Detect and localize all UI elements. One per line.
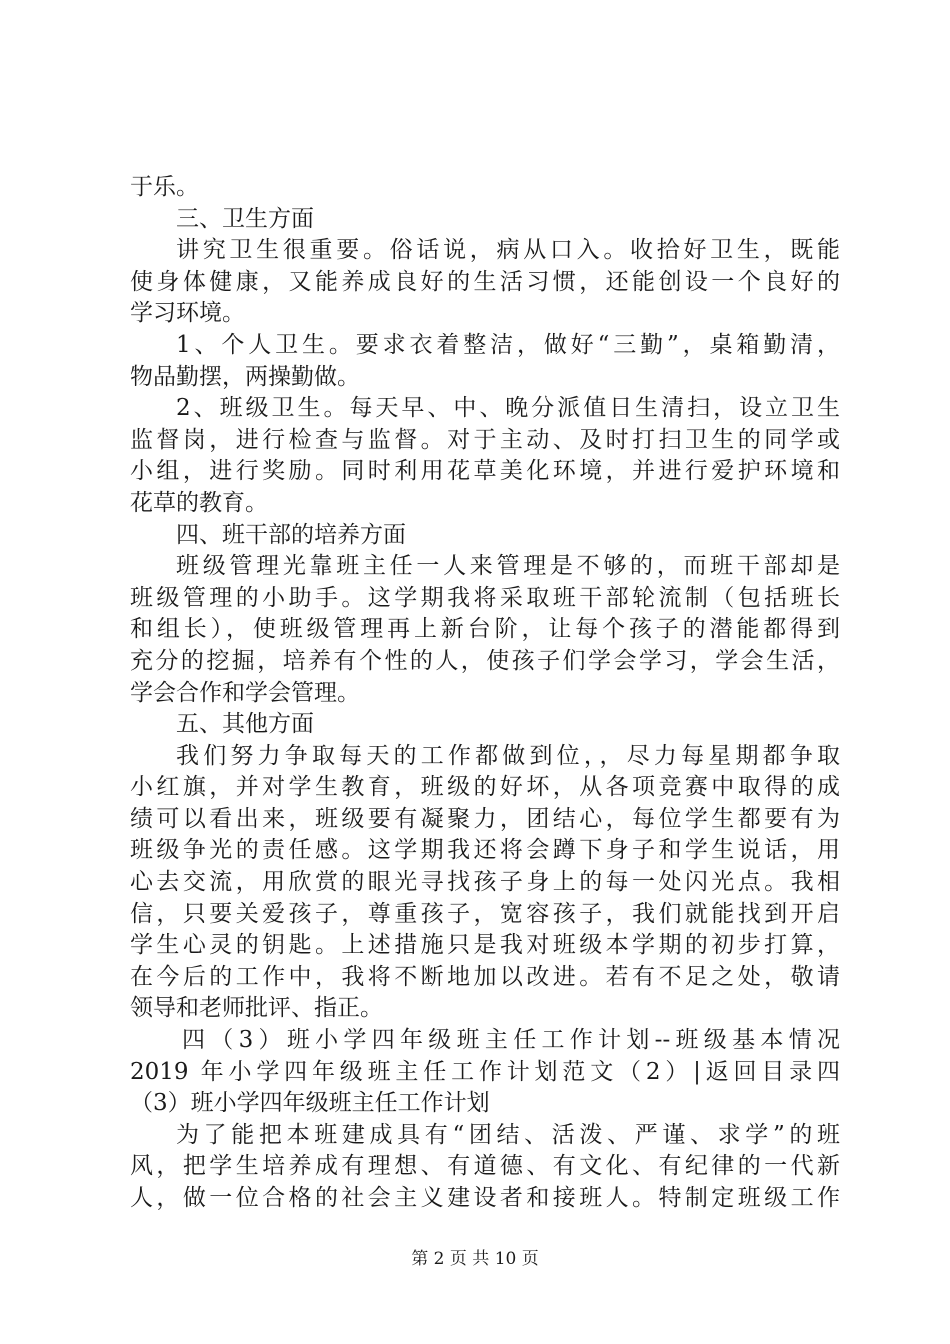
text-line: 监督岗，进行检查与监督。对于主动、及时打扫卫生的同学或 [130, 426, 840, 453]
text-line: 班级管理的小助手。这学期我将采取班干部轮流制（包括班长 [130, 584, 840, 611]
text-line: 2、班级卫生。每天早、中、晚分派值日生清扫，设立卫生 [176, 395, 840, 422]
text-line: 三、卫生方面 [176, 205, 314, 232]
text-line: 使身体健康，又能养成良好的生活习惯，还能创设一个良好的 [130, 268, 840, 295]
text-line: 充分的挖掘，培养有个性的人，使孩子们学会学习，学会生活， [130, 647, 840, 674]
text-line: 五、其他方面 [176, 711, 314, 738]
document-body [130, 172, 840, 1215]
text-line: 物品勤摆，两操勤做。 [130, 363, 360, 390]
text-line: 花草的教育。 [130, 489, 268, 516]
text-line: 信，只要关爱孩子，尊重孩子，宽容孩子，我们就能找到开启 [130, 900, 840, 927]
text-line: 四、班干部的培养方面 [176, 521, 406, 548]
text-line: 心去交流，用欣赏的眼光寻找孩子身上的每一处闪光点。我相 [130, 869, 840, 896]
text-line: 风，把学生培养成有理想、有道德、有文化、有纪律的一代新 [130, 1153, 840, 1180]
page-footer: 第 2 页 共 10 页 [411, 1249, 539, 1269]
text-line: 讲究卫生很重要。俗话说，病从口入。收拾好卫生，既能 [176, 237, 840, 264]
text-line: 于乐。 [130, 174, 199, 200]
text-line: 学习环境。 [130, 300, 245, 327]
text-line: 小组，进行奖励。同时利用花草美化环境，并进行爱护环境和 [130, 458, 840, 485]
text-line: 绩可以看出来，班级要有凝聚力，团结心，每位学生都要有为 [130, 805, 840, 832]
text-line: 我们努力争取每天的工作都做到位，，尽力每星期都争取 [176, 742, 840, 769]
text-line: 小红旗，并对学生教育，班级的好坏，从各项竞赛中取得的成 [130, 774, 840, 801]
text-line: 领导和老师批评、指正。 [130, 995, 383, 1022]
text-line: 学生心灵的钥匙。上述措施只是我对班级本学期的初步打算， [130, 932, 840, 959]
text-line: 班级管理光靠班主任一人来管理是不够的，而班干部却是 [176, 553, 840, 580]
text-line: 在今后的工作中，我将不断地加以改进。若有不足之处，敬请 [130, 963, 840, 990]
text-line: 1、个人卫生。要求衣着整洁，做好“三勤”，桌箱勤清， [176, 331, 840, 358]
text-line: 和组长），使班级管理再上新台阶，让每个孩子的潜能都得到 [130, 616, 840, 643]
text-line: 2019 年小学四年级班主任工作计划范文（2）|返回目录四 [130, 1058, 840, 1085]
text-line: （3）班小学四年级班主任工作计划 [130, 1090, 490, 1117]
text-line: 班级争光的责任感。这学期我还将会蹲下身子和学生说话，用 [130, 837, 840, 864]
text-line: 为了能把本班建成具有“团结、活泼、严谨、求学”的班 [176, 1121, 840, 1148]
text-line: 学会合作和学会管理。 [130, 679, 360, 706]
text-line: 四（3）班小学四年级班主任工作计划--班级基本情况 [182, 1027, 840, 1054]
text-line: 人，做一位合格的社会主义建设者和接班人。特制定班级工作 [130, 1185, 840, 1211]
